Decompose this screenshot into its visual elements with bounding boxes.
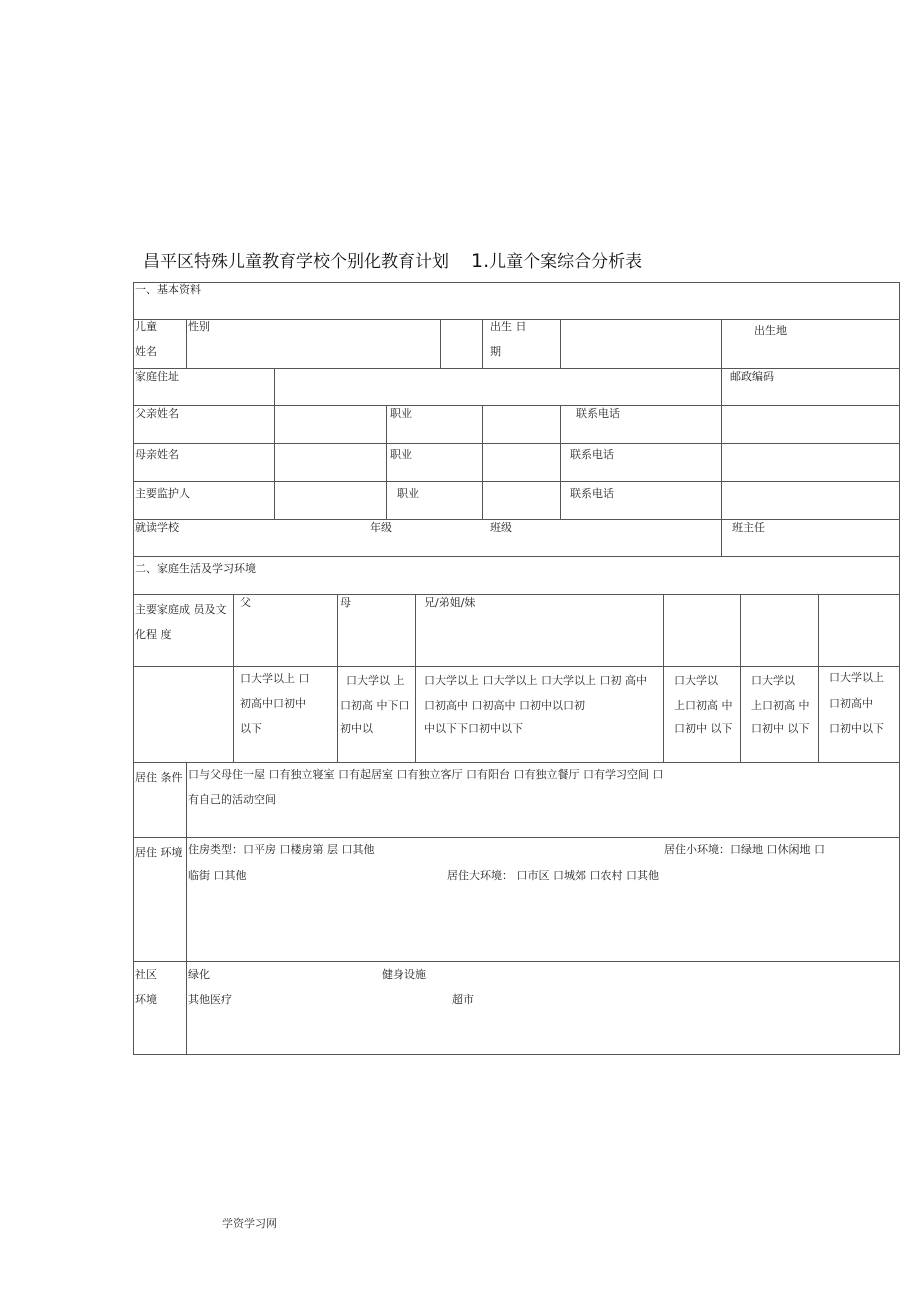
edu-col6-line: 口初中 以下 [751, 722, 810, 735]
rule [663, 594, 664, 762]
label-phone: 联系电话 [570, 487, 614, 500]
label-phone: 联系电话 [570, 448, 614, 461]
edu-col7-line: 口大学以上 [829, 671, 884, 684]
label-job: 职业 [390, 407, 412, 420]
label-medical: 其他医疗 [188, 993, 232, 1006]
rule [133, 405, 900, 406]
rule [133, 368, 900, 369]
rule [133, 961, 900, 962]
edu-col6-line: 上口初高 中 [751, 699, 810, 712]
housing-type-options: 住房类型：口平房 口楼房第 层 口其他 [188, 843, 375, 856]
large-environment-options: 居住大环境： 口市区 口城郊 口农村 口其他 [447, 869, 659, 882]
rule [560, 319, 561, 368]
label-father-name: 父亲姓名 [135, 407, 179, 420]
label-class: 班级 [490, 521, 512, 534]
rule [482, 405, 483, 519]
label-supermarket: 超市 [452, 993, 474, 1006]
rule [133, 1054, 900, 1055]
label-grade: 年级 [370, 521, 392, 534]
edu-mother-line: 口大学以 上 [346, 674, 405, 687]
label-birth-date: 出生 日 [490, 320, 527, 333]
living-environment-cont: 临街 口其他 [188, 869, 247, 882]
label-mother-name: 母亲姓名 [135, 448, 179, 461]
living-conditions-options-cont: 有自己的活动空间 [188, 793, 276, 806]
section-family-heading: 二、家庭生活及学习环境 [135, 562, 256, 575]
header-mother: 母 [340, 596, 351, 609]
title-subtitle: 儿童个案综合分析表 [489, 252, 643, 272]
footer-text: 学资学习网 [222, 1217, 277, 1230]
rule [899, 282, 900, 1055]
rule [482, 319, 483, 368]
edu-mother-line: 初中以 [340, 722, 373, 735]
rule [133, 481, 900, 482]
label-education-level: 化程 度 [135, 628, 172, 641]
rule [386, 405, 387, 519]
label-gender: 性别 [188, 320, 210, 333]
edu-mother-line: 口初高 中下口 [340, 699, 410, 712]
label-head-teacher: 班主任 [732, 521, 765, 534]
rule [133, 519, 900, 520]
label-community: 社区 [135, 968, 157, 981]
label-birth-date-cont: 期 [490, 345, 501, 358]
rule [721, 319, 722, 368]
edu-siblings-line: 中以下下口初中以下 [424, 722, 523, 735]
title-main: 昌平区特殊儿童教育学校个别化教育计划 [143, 252, 449, 272]
label-postcode: 邮政编码 [730, 370, 774, 383]
edu-father-line: 以下 [240, 722, 262, 735]
label-community-cont: 环境 [135, 993, 157, 1006]
label-living-conditions: 居住 条件 [135, 771, 183, 784]
header-father: 父 [240, 596, 251, 609]
rule [415, 594, 416, 762]
section-basic-heading: 一、基本资料 [135, 283, 201, 296]
label-greening: 绿化 [188, 968, 210, 981]
label-child: 儿童 [135, 320, 157, 333]
rule [818, 594, 819, 762]
label-job: 职业 [390, 448, 412, 461]
label-name: 姓名 [135, 345, 157, 358]
rule [740, 594, 741, 762]
edu-col5-line: 口初中 以下 [674, 722, 733, 735]
edu-col6-line: 口大学以 [751, 674, 795, 687]
edu-siblings-line: 口初高中 口初高中 口初中以口初 [424, 699, 585, 712]
label-living-environment: 居住 环境 [135, 846, 183, 859]
edu-col5-line: 上口初高 中 [674, 699, 733, 712]
edu-col7-line: 口初中以下 [829, 722, 884, 735]
rule [560, 405, 561, 519]
small-environment-options: 居住小环境：口绿地 口休闲地 口 [664, 843, 825, 856]
rule [133, 443, 900, 444]
rule [133, 282, 134, 1055]
label-family-members: 主要家庭成 员及文 [135, 603, 227, 616]
rule [233, 594, 234, 762]
label-fitness: 健身设施 [382, 968, 426, 981]
rule [186, 319, 187, 368]
rule [440, 319, 441, 368]
label-birthplace: 出生地 [754, 324, 787, 337]
edu-father-line: 初高中口初中 [240, 697, 306, 710]
label-phone: 联系电话 [576, 407, 620, 420]
edu-siblings-line: 口大学以上 口大学以上 口大学以上 口初 高中 [424, 674, 647, 687]
case-analysis-form [133, 282, 900, 1055]
rule [274, 405, 275, 519]
edu-col5-line: 口大学以 [674, 674, 718, 687]
title-number: 1. [471, 250, 490, 272]
label-guardian: 主要监护人 [135, 487, 190, 500]
edu-father-line: 口大学以上 口 [240, 672, 310, 685]
living-conditions-options: 口与父母住一屋 口有独立寝室 口有起居室 口有独立客厅 口有阳台 口有独立餐厅 口有学习空间 口 [188, 768, 664, 781]
label-address: 家庭住址 [135, 370, 179, 383]
header-siblings: 兄/弟姐/妹 [424, 596, 476, 609]
rule [721, 368, 722, 405]
rule [721, 519, 722, 556]
rule [274, 368, 275, 405]
rule [133, 282, 900, 283]
label-job: 职业 [397, 487, 419, 500]
edu-col7-line: 口初高中 [829, 697, 873, 710]
label-school: 就读学校 [135, 521, 179, 534]
page-title [143, 247, 642, 272]
rule [186, 762, 187, 1055]
rule [721, 405, 722, 519]
rule [337, 594, 338, 762]
